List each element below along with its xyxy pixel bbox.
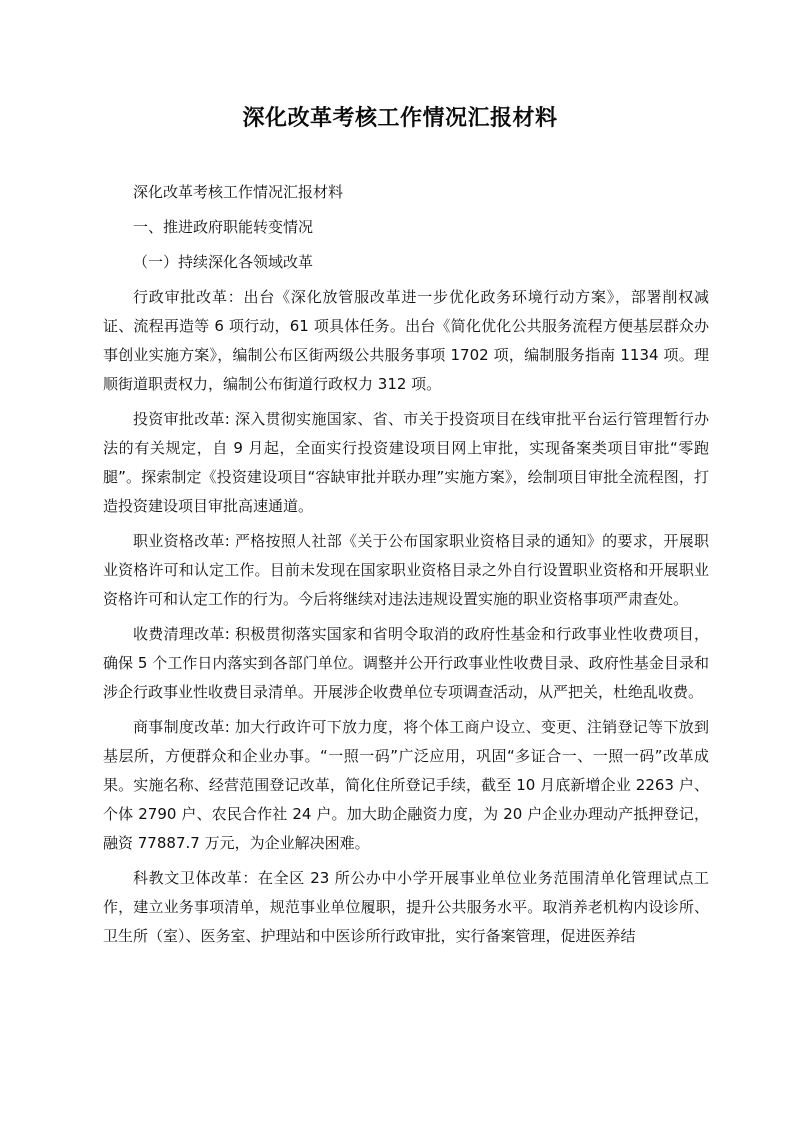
paragraph-text: 积极贯彻落实国家和省明令取消的政府性基金和行政事业性收费项目，确保 5 个工作日内落实到各部门单位。调整并公开行政事业性收费目录、政府性基金目录和涉企行政事业性收费目录清单。开展涉企收费单位专项调查活动，从严把关，杜绝乱收费。 [103,625,709,701]
paragraph-science-education-culture [103,864,709,951]
paragraph-professional-qualification [103,527,709,614]
section-heading: 一、推进政府职能转变情况 [133,218,314,236]
paragraph-fee-clearance [103,620,709,707]
document-title: 深化改革考核工作情况汇报材料 [242,106,558,131]
subtitle-line: 深化改革考核工作情况汇报材料 [133,183,344,201]
paragraph-commercial-system [103,713,709,858]
paragraph-text: 加大行政许可下放力度，将个体工商户设立、变更、注销登记等下放到基层所，方便群众和企业办事。“一照一码”广泛应用，巩固“多证合一、一照一码”改革成果。实施名称、经营范围登记改革，简化住所登记手续，截至 10 月底新增企业 2263 户、个体 2790 户、农民合作社 24 户。加大助企融资力度，为 20 户企业办理动产抵押登记，融资 77887.7 万元，为企业解决困难。 [103,718,709,852]
document-body [103,178,709,951]
paragraph-label: 收费清理改革: [133,625,230,643]
paragraph-label: 商事制度改革: [133,718,230,736]
paragraph-label: 科教文卫体改革： [133,869,258,887]
paragraph-text: 深入贯彻实施国家、省、市关于投资项目在线审批平台运行管理暂行办法的有关规定，自 9 月起，全面实行投资建设项目网上审批，实现备案类项目审批“零跑腿”。探索制定《投资建设项目“容缺审批并联办理”实施方案》，绘制项目审批全流程图，打造投资建设项目审批高速通道。 [103,410,709,515]
paragraph-label: 行政审批改革： [133,288,244,306]
paragraph-investment-approval [103,405,709,521]
paragraph-text: 严格按照人社部《关于公布国家职业资格目录的通知》的要求，开展职业资格许可和认定工作。目前未发现在国家职业资格目录之外自行设置职业资格和开展职业资格许可和认定工作的行为。今后将继续对违法违规设置实施的职业资格事项严肃查处。 [103,532,709,608]
subsection-heading: （一）持续深化各领域改革 [133,253,314,271]
paragraph-text: 在全区 23 所公办中小学开展事业单位业务范围清单化管理试点工作，建立业务事项清单，规范事业单位履职，提升公共服务水平。取消养老机构内设诊所、卫生所（室）、医务室、护理站和中医诊所行政审批，实行备案管理，促进医养结 [103,869,709,945]
paragraph-text: 出台《深化放管服改革进一步优化政务环境行动方案》，部署削权减证、流程再造等 6 项行动，61 项具体任务。出台《简化优化公共服务流程方便基层群众办事创业实施方案》，编制公布区街两级公共服务事项 1702 项，编制服务指南 1134 项。理顺街道职责权力，编制公布街道行政权力 312 项。 [103,288,709,393]
paragraph-label: 职业资格改革: [133,532,230,550]
paragraph-label: 投资审批改革: [133,410,230,428]
paragraph-administrative-approval [103,283,709,399]
